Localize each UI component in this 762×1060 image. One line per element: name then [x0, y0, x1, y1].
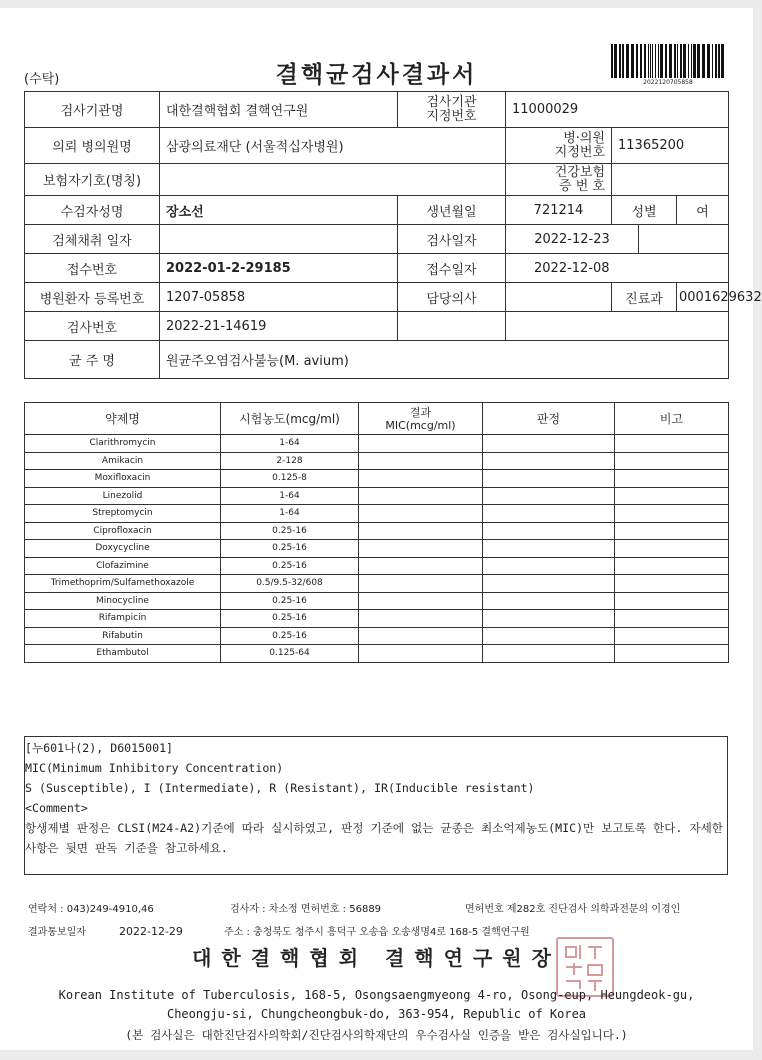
table-row: [25, 575, 729, 593]
receipt-no: 2022-01-2-29185: [160, 254, 398, 283]
cell-range: 2-128: [221, 452, 359, 470]
cell-range: 0.25-16: [221, 610, 359, 628]
receipt-date-label: 접수일자: [398, 254, 506, 283]
test-date: 2022-12-23: [506, 225, 639, 254]
lab-name: 대한결핵협회 결핵연구원: [160, 92, 398, 128]
barcode-bar: [631, 44, 634, 78]
cell-judgement: [483, 487, 615, 505]
barcode-bar: [712, 44, 713, 78]
strain-value: 원균주오염검사불능(M. avium): [160, 341, 729, 379]
cell-range: 1-64: [221, 435, 359, 453]
cell-remark: [615, 627, 729, 645]
cell-remark: [615, 575, 729, 593]
cell-drug: Moxifloxacin: [25, 470, 221, 488]
barcode-bar: [650, 44, 651, 78]
report-date-label: 결과통보일자: [28, 927, 86, 938]
report-date: 2022-12-29: [119, 925, 183, 938]
drug-table: [24, 402, 729, 663]
cell-drug: Trimethoprim/Sulfamethoxazole: [25, 575, 221, 593]
english-address-line2: Cheongju-si, Chungcheongbuk-do, 363-954, Republic of Korea: [166, 1007, 587, 1021]
col-remark: 비고: [615, 403, 729, 435]
specialist-info: 면허번호 제282호 진단검사 의학과전문의 이경인: [465, 904, 681, 915]
patient-name: 장소선: [160, 196, 398, 225]
birth-value: 721214: [506, 196, 612, 225]
table-row: [25, 505, 729, 523]
col-test-range: 시험농도(mcg/ml): [221, 403, 359, 435]
cell-remark: [615, 557, 729, 575]
receipt-date: 2022-12-08: [506, 254, 729, 283]
cell-drug: Clarithromycin: [25, 435, 221, 453]
table-row: [25, 435, 729, 453]
barcode-bar: [697, 44, 700, 78]
cell-remark: [615, 487, 729, 505]
cell-mic: [359, 452, 483, 470]
cell-judgement: [483, 505, 615, 523]
barcode-bar: [718, 44, 720, 78]
dept-value: 0001629632: [677, 283, 729, 312]
insurance-card-label: 건강보험 증 번 호: [506, 164, 612, 196]
doctor-value: [506, 283, 612, 312]
cell-judgement: [483, 435, 615, 453]
cell-remark: [615, 452, 729, 470]
lab-name-label: 검사기관명: [25, 92, 160, 128]
cell-judgement: [483, 575, 615, 593]
barcode-bar: [652, 44, 653, 78]
barcode-bar: [669, 44, 672, 78]
insurance-card-value: [612, 164, 729, 196]
cell-mic: [359, 627, 483, 645]
barcode-bar: [611, 44, 613, 78]
test-no: 2022-21-14619: [160, 312, 398, 341]
cell-drug: Amikacin: [25, 452, 221, 470]
patient-label: 수검자성명: [25, 196, 160, 225]
table-row: [25, 645, 729, 663]
cell-range: 0.25-16: [221, 540, 359, 558]
hospital-id-label: 병·의원 지정번호: [506, 128, 612, 164]
cell-judgement: [483, 522, 615, 540]
english-address-line1: Korean Institute of Tuberculosis, 168-5, Osongsaengmyeong 4-ro, Osong-eup, Heungdeok-gu,: [58, 988, 695, 1002]
cell-drug: Doxycycline: [25, 540, 221, 558]
insurer-label: 보험자기호(명칭): [25, 164, 160, 196]
cell-mic: [359, 557, 483, 575]
strain-label: 균 주 명: [25, 341, 160, 379]
cell-range: 0.25-16: [221, 627, 359, 645]
cell-range: 1-64: [221, 505, 359, 523]
barcode-bar: [707, 44, 710, 78]
cell-judgement: [483, 645, 615, 663]
report-page: [0, 8, 762, 1050]
cell-judgement: [483, 557, 615, 575]
barcode-bar: [688, 44, 689, 78]
barcode: [611, 44, 725, 80]
barcode-bar: [674, 44, 676, 78]
cell-range: 0.25-16: [221, 522, 359, 540]
barcode-bar: [648, 44, 649, 78]
barcode-bar: [655, 44, 656, 78]
barcode-bar: [680, 44, 682, 78]
cell-drug: Linezolid: [25, 487, 221, 505]
tester-info: 검사자 : 차소정 면허번호 : 56889: [230, 904, 382, 915]
barcode-bar: [636, 44, 638, 78]
barcode-bar: [721, 44, 724, 78]
contact-info: 연락처 : 043)249-4910,46: [28, 904, 154, 915]
cell-mic: [359, 435, 483, 453]
notes-comment: 항생제별 판정은 CLSI(M24-A2)기준에 따라 실시하였고, 판정 기준에 없는 균종은 최소억제농도(MIC)만 보고토록 한다. 자세한 사항은 뒷면 판독 기준을 참고하세요.: [25, 821, 723, 855]
barcode-bar: [626, 44, 629, 78]
barcode-number: 2022120705858: [643, 79, 693, 86]
insurer-value: [160, 164, 506, 196]
barcode-bar: [622, 44, 624, 78]
barcode-bar: [619, 44, 621, 78]
cell-mic: [359, 575, 483, 593]
cell-range: 1-64: [221, 487, 359, 505]
barcode-bar: [677, 44, 678, 78]
cell-range: 0.25-16: [221, 557, 359, 575]
cell-remark: [615, 435, 729, 453]
barcode-bar: [640, 44, 642, 78]
cell-drug: Ethambutol: [25, 645, 221, 663]
cell-remark: [615, 470, 729, 488]
notes-code: [누601나(2), D6015001]: [25, 741, 174, 755]
cell-judgement: [483, 592, 615, 610]
table-row: [25, 522, 729, 540]
cell-drug: Ciprofloxacin: [25, 522, 221, 540]
cell-drug: Minocycline: [25, 592, 221, 610]
table-row: [25, 610, 729, 628]
col-judgement: 판정: [483, 403, 615, 435]
cell-mic: [359, 645, 483, 663]
page-title: 결핵균검사결과서: [275, 62, 478, 88]
cell-judgement: [483, 540, 615, 558]
cell-remark: [615, 540, 729, 558]
barcode-bar: [693, 44, 696, 78]
cell-range: 0.25-16: [221, 592, 359, 610]
cell-range: 0.125-64: [221, 645, 359, 663]
barcode-bar: [691, 44, 692, 78]
sex-label: 성별: [612, 196, 677, 225]
barcode-bar: [715, 44, 717, 78]
barcode-bar: [614, 44, 617, 78]
table-row: [25, 557, 729, 575]
hospital-label: 의뢰 병의원명: [25, 128, 160, 164]
address: 주소 : 충청북도 청주시 흥덕구 오송읍 오송생명4로 168-5 결핵연구원: [224, 927, 530, 938]
cell-mic: [359, 540, 483, 558]
cell-remark: [615, 645, 729, 663]
cell-drug: Clofazimine: [25, 557, 221, 575]
cell-remark: [615, 505, 729, 523]
barcode-bar: [683, 44, 686, 78]
barcode-bar: [702, 44, 705, 78]
notes-box: [24, 736, 728, 875]
lab-id: 11000029: [506, 92, 729, 128]
cell-mic: [359, 470, 483, 488]
col-drug-name: 약제명: [25, 403, 221, 435]
sex-value: 여: [677, 196, 729, 225]
barcode-bar: [644, 44, 646, 78]
notes-mic-definition: MIC(Minimum Inhibitory Concentration): [25, 761, 284, 775]
table-row: [25, 487, 729, 505]
table-row: [25, 470, 729, 488]
barcode-bar: [660, 44, 663, 78]
cell-drug: Rifampicin: [25, 610, 221, 628]
test-date-label: 검사일자: [398, 225, 506, 254]
cell-range: 0.125-8: [221, 470, 359, 488]
notes-legend: S (Susceptible), I (Intermediate), R (Resistant), IR(Inducible resistant): [25, 781, 535, 795]
cell-judgement: [483, 610, 615, 628]
info-table: [24, 91, 762, 379]
director-title: 대한결핵협회 결핵연구원장: [192, 946, 561, 970]
cell-mic: [359, 610, 483, 628]
cell-range: 0.5/9.5-32/608: [221, 575, 359, 593]
certification-note: (본 검사실은 대한진단검사의학회/진단검사의학재단의 우수검사실 인증을 받은 검사실입니다.): [125, 1028, 628, 1042]
cell-drug: Streptomycin: [25, 505, 221, 523]
cell-judgement: [483, 452, 615, 470]
cell-drug: Rifabutin: [25, 627, 221, 645]
table-row: [25, 452, 729, 470]
cell-remark: [615, 522, 729, 540]
doctor-label: 담당의사: [398, 283, 506, 312]
sample-date-label: 검체채취 일자: [25, 225, 160, 254]
receipt-no-label: 접수번호: [25, 254, 160, 283]
hospital-name: 삼광의료재단 (서울적십자병원): [160, 128, 506, 164]
cell-mic: [359, 592, 483, 610]
cell-mic: [359, 505, 483, 523]
dept-label: 진료과: [612, 283, 677, 312]
hospital-id: 11365200: [612, 128, 729, 164]
barcode-bar: [665, 44, 667, 78]
cell-judgement: [483, 470, 615, 488]
barcode-bar: [658, 44, 659, 78]
notes-comment-label: <Comment>: [25, 801, 88, 815]
table-row: [25, 627, 729, 645]
cell-remark: [615, 610, 729, 628]
test-no-label: 검사번호: [25, 312, 160, 341]
table-row: [25, 540, 729, 558]
cell-mic: [359, 487, 483, 505]
copy-label: (수탁): [24, 72, 60, 87]
lab-id-label: 검사기관 지정번호: [398, 92, 506, 128]
table-row: [25, 592, 729, 610]
col-mic-result: 결과 MIC(mcg/ml): [359, 403, 483, 435]
cell-remark: [615, 592, 729, 610]
cell-mic: [359, 522, 483, 540]
cell-judgement: [483, 627, 615, 645]
birth-label: 생년월일: [398, 196, 506, 225]
patient-reg: 1207-05858: [160, 283, 398, 312]
sample-date: [160, 225, 398, 254]
patient-reg-label: 병원환자 등록번호: [25, 283, 160, 312]
